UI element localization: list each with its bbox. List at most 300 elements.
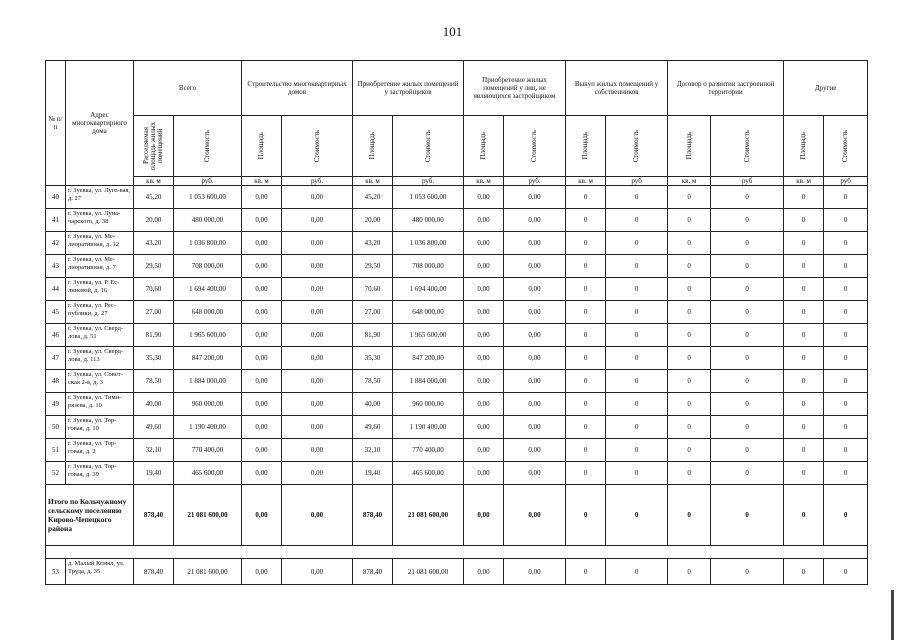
- unit-cell: руб.: [174, 177, 242, 186]
- row-value: 1 884 000,00: [393, 370, 464, 393]
- row-value: 0,00: [282, 393, 353, 416]
- header-total: Всего: [134, 61, 242, 116]
- row-value: 0: [711, 186, 784, 209]
- row-value: 0: [824, 462, 868, 485]
- row-value: 0: [668, 347, 711, 370]
- total-value: 0: [606, 485, 668, 546]
- row-value: 0: [711, 416, 784, 439]
- row-value: 0: [711, 370, 784, 393]
- subheader-cell: [393, 116, 464, 177]
- row-value: 0,00: [504, 232, 566, 255]
- row-value: 0: [566, 462, 606, 485]
- subheader-label: Площадь: [368, 132, 377, 160]
- row-value: 0,00: [242, 559, 282, 585]
- row-value: 0: [711, 324, 784, 347]
- subheader-cell: [242, 116, 282, 177]
- unit-cell: руб: [711, 177, 784, 186]
- row-value: 0,00: [242, 255, 282, 278]
- row-value: 0,00: [242, 301, 282, 324]
- row-value: 0,00: [504, 416, 566, 439]
- unit-cell: кв. м: [134, 177, 174, 186]
- row-value: 0: [824, 370, 868, 393]
- row-value: 0: [824, 416, 868, 439]
- row-value: 0: [606, 278, 668, 301]
- row-value: 0: [668, 439, 711, 462]
- row-value: 0: [668, 209, 711, 232]
- row-value: 770 400,00: [174, 439, 242, 462]
- row-value: 0: [784, 393, 824, 416]
- header-buyout: Выкуп жилых помещений у собственников: [566, 61, 668, 116]
- row-value: 0: [784, 439, 824, 462]
- row-value: 27,00: [353, 301, 393, 324]
- row-value: 0: [606, 347, 668, 370]
- unit-cell: кв. м: [353, 177, 393, 186]
- row-number: 52: [46, 462, 66, 485]
- row-address: г. Зуевка, ул. Р. Ес-линевой, д. 16: [66, 278, 134, 301]
- subheader-cell: [282, 116, 353, 177]
- row-value: 0: [606, 186, 668, 209]
- subheader-label: Площадь: [581, 132, 590, 160]
- row-address: г. Зуевка, ул. Ме-лиоративная, д. 7: [66, 255, 134, 278]
- row-value: 0: [824, 559, 868, 585]
- row-value: 1 036 800,00: [393, 232, 464, 255]
- row-value: 878,40: [134, 559, 174, 585]
- row-value: 0: [784, 301, 824, 324]
- row-value: 0,00: [242, 324, 282, 347]
- row-address: г. Зуевка, ул. Сверд-лова, д. 113: [66, 347, 134, 370]
- row-value: 0: [824, 439, 868, 462]
- row-value: 0,00: [504, 209, 566, 232]
- row-value: 0: [668, 393, 711, 416]
- row-number: 44: [46, 278, 66, 301]
- total-value: 0: [824, 485, 868, 546]
- unit-cell: руб.: [504, 177, 566, 186]
- row-value: 0: [711, 255, 784, 278]
- subheader-label: Площадь: [257, 132, 266, 160]
- row-value: 0: [784, 462, 824, 485]
- row-value: 0: [711, 301, 784, 324]
- row-value: 0,00: [282, 416, 353, 439]
- row-value: 0,00: [242, 416, 282, 439]
- row-number: 46: [46, 324, 66, 347]
- row-value: 648 000,00: [174, 301, 242, 324]
- row-address: г. Зуевка, ул. Рес-публики, д. 27: [66, 301, 134, 324]
- row-address: г. Зуевка, ул. Луна-чарского, д. 38: [66, 209, 134, 232]
- row-value: 0: [711, 209, 784, 232]
- row-value: 35,30: [353, 347, 393, 370]
- row-value: 465 600,00: [174, 462, 242, 485]
- row-value: 0: [668, 324, 711, 347]
- row-value: 0,00: [504, 559, 566, 585]
- row-value: 0: [606, 370, 668, 393]
- row-value: 0,00: [504, 393, 566, 416]
- row-value: 0: [711, 393, 784, 416]
- row-value: 0,00: [504, 324, 566, 347]
- row-value: 0,00: [282, 301, 353, 324]
- row-value: 0,00: [242, 393, 282, 416]
- row-value: 0: [711, 559, 784, 585]
- row-value: 0,00: [282, 209, 353, 232]
- row-value: 0: [606, 439, 668, 462]
- row-value: 0: [668, 278, 711, 301]
- row-number: 47: [46, 347, 66, 370]
- row-value: 49,60: [134, 416, 174, 439]
- total-value: 878,40: [353, 485, 393, 546]
- subheader-label: Стоимость: [312, 129, 321, 163]
- total-label: Итого по Кольчужному сельскому поселению Кирово-Чепецкого района: [46, 485, 134, 546]
- row-value: 708 000,00: [393, 255, 464, 278]
- row-value: 0: [711, 462, 784, 485]
- row-value: 0,00: [242, 278, 282, 301]
- row-value: 0,00: [242, 462, 282, 485]
- row-value: 0: [606, 209, 668, 232]
- row-value: 70,60: [134, 278, 174, 301]
- row-value: 0: [566, 301, 606, 324]
- row-value: 21 081 600,00: [174, 559, 242, 585]
- row-value: 0: [784, 416, 824, 439]
- row-value: 20,00: [134, 209, 174, 232]
- row-value: 0: [711, 347, 784, 370]
- row-value: 770 400,00: [393, 439, 464, 462]
- row-value: 0,00: [282, 255, 353, 278]
- row-address: г. Зуевка, ул. Тор-говая, д. 10: [66, 416, 134, 439]
- row-value: 29,50: [353, 255, 393, 278]
- row-value: 0,00: [504, 370, 566, 393]
- row-value: 0,00: [242, 232, 282, 255]
- header-other: Другие: [784, 61, 868, 116]
- row-address: г. Зуевка, ул. Ме-лиоративная, д. 12: [66, 232, 134, 255]
- unit-cell: руб: [824, 177, 868, 186]
- header-development-agreement: Договор о развитии застроенной территории: [668, 61, 784, 116]
- row-value: 1 694 400,00: [393, 278, 464, 301]
- row-value: 0,00: [464, 559, 504, 585]
- row-value: 0: [566, 232, 606, 255]
- total-value: 878,40: [134, 485, 174, 546]
- row-value: 0: [566, 439, 606, 462]
- row-value: 0: [824, 324, 868, 347]
- row-value: 0: [784, 278, 824, 301]
- row-value: 29,50: [134, 255, 174, 278]
- row-value: 847 200,00: [393, 347, 464, 370]
- row-value: 1 036 800,00: [174, 232, 242, 255]
- row-value: 0,00: [504, 301, 566, 324]
- row-value: 0,00: [242, 439, 282, 462]
- total-value: 0,00: [464, 485, 504, 546]
- header-number: № п/п: [46, 61, 66, 186]
- row-value: 0,00: [242, 186, 282, 209]
- row-value: 0,00: [464, 209, 504, 232]
- unit-cell: кв. м: [668, 177, 711, 186]
- row-value: 0,00: [242, 209, 282, 232]
- table-row: [46, 255, 868, 278]
- table-row: [46, 416, 868, 439]
- subheader-cell: [353, 116, 393, 177]
- row-value: 0: [606, 416, 668, 439]
- units-row: [46, 177, 868, 186]
- row-value: 0: [711, 232, 784, 255]
- row-value: 0,00: [282, 559, 353, 585]
- subheader-cell: [134, 116, 174, 177]
- row-value: 81,90: [353, 324, 393, 347]
- table-row: [46, 301, 868, 324]
- header-address: Адрес многоквартирного дома: [66, 61, 134, 186]
- row-value: 0: [824, 278, 868, 301]
- row-value: 0: [711, 439, 784, 462]
- row-value: 43,20: [134, 232, 174, 255]
- row-value: 45,20: [134, 186, 174, 209]
- row-value: 0: [784, 186, 824, 209]
- row-value: 0: [606, 232, 668, 255]
- row-value: 0: [566, 347, 606, 370]
- spacer-row: [46, 546, 868, 559]
- row-value: 0,00: [504, 278, 566, 301]
- subheader-label: Площадь: [479, 132, 488, 160]
- row-value: 1 190 400,00: [174, 416, 242, 439]
- page-edge-mark: [891, 590, 894, 640]
- total-value: 0: [566, 485, 606, 546]
- subheader-cell: [668, 116, 711, 177]
- row-value: 0: [566, 559, 606, 585]
- row-value: 0,00: [504, 462, 566, 485]
- row-value: 49,60: [353, 416, 393, 439]
- row-value: 0: [824, 255, 868, 278]
- row-value: 1 965 600,00: [174, 324, 242, 347]
- row-value: 480 000,00: [393, 209, 464, 232]
- row-address: г. Зуевка, ул. Тор-говая, д. 39: [66, 462, 134, 485]
- row-value: 0: [566, 324, 606, 347]
- total-value: 0,00: [282, 485, 353, 546]
- unit-cell: руб: [606, 177, 668, 186]
- total-value: 21 081 600,00: [174, 485, 242, 546]
- row-value: 878,40: [353, 559, 393, 585]
- resettlement-table: [45, 60, 868, 585]
- row-value: 40,00: [134, 393, 174, 416]
- row-value: 0,00: [464, 347, 504, 370]
- row-value: 0: [566, 209, 606, 232]
- row-value: 0,00: [464, 370, 504, 393]
- header-purchase-non-developers: Приобретение жилых помещений у лиц, не являющихся застройщиком: [464, 61, 566, 116]
- row-value: 0: [784, 370, 824, 393]
- row-value: 78,50: [134, 370, 174, 393]
- row-value: 0: [668, 301, 711, 324]
- total-value: 0: [784, 485, 824, 546]
- row-value: 81,90: [134, 324, 174, 347]
- row-number: 41: [46, 209, 66, 232]
- table-row: [46, 186, 868, 209]
- table-row: [46, 324, 868, 347]
- row-value: 0,00: [504, 347, 566, 370]
- row-address: г. Зуевка, ул. Сверд-лова, д. 51: [66, 324, 134, 347]
- row-value: 0: [668, 255, 711, 278]
- row-value: 0: [566, 255, 606, 278]
- subheader-label: Площадь: [684, 132, 693, 160]
- row-value: 0,00: [504, 255, 566, 278]
- table-row: [46, 232, 868, 255]
- row-value: 0: [566, 278, 606, 301]
- row-address: г. Зуевка, ул. Совет-ская 2-я, д. 3: [66, 370, 134, 393]
- row-number: 50: [46, 416, 66, 439]
- row-value: 0,00: [282, 370, 353, 393]
- row-value: 480 000,00: [174, 209, 242, 232]
- subheader-cell: [504, 116, 566, 177]
- total-row: [46, 485, 868, 546]
- subheader-label: Стоимость: [203, 129, 211, 163]
- row-value: 0: [668, 416, 711, 439]
- table-row: [46, 209, 868, 232]
- row-value: 0,00: [464, 186, 504, 209]
- subheader-label: Стоимость: [841, 129, 850, 163]
- row-value: 960 000,00: [393, 393, 464, 416]
- row-value: 0,00: [504, 439, 566, 462]
- row-value: 465 600,00: [393, 462, 464, 485]
- unit-cell: кв. м: [464, 177, 504, 186]
- row-value: 0: [784, 347, 824, 370]
- total-value: 0,00: [242, 485, 282, 546]
- row-number: 49: [46, 393, 66, 416]
- row-value: 0: [606, 255, 668, 278]
- row-value: 45,20: [353, 186, 393, 209]
- unit-cell: кв. м: [566, 177, 606, 186]
- row-value: 0: [784, 209, 824, 232]
- unit-cell: руб.: [393, 177, 464, 186]
- row-value: 0: [606, 301, 668, 324]
- row-value: 0: [606, 393, 668, 416]
- row-value: 32,10: [134, 439, 174, 462]
- header-sub-row: [46, 116, 868, 177]
- total-value: 0: [668, 485, 711, 546]
- subheader-label: Стоимость: [530, 129, 539, 163]
- total-value: 0,00: [504, 485, 566, 546]
- subheader-label: Стоимость: [423, 129, 432, 163]
- row-value: 0: [824, 393, 868, 416]
- row-value: 0,00: [464, 439, 504, 462]
- row-value: 0: [784, 232, 824, 255]
- header-group-row: [46, 61, 868, 116]
- row-value: 32,10: [353, 439, 393, 462]
- header-purchase-developers: Приобретение жилых помещений у застройщиков: [353, 61, 464, 116]
- spacer-cell: [46, 546, 868, 559]
- row-value: 0: [566, 393, 606, 416]
- subheader-cell: [824, 116, 868, 177]
- total-value: 0: [711, 485, 784, 546]
- row-value: 0: [784, 559, 824, 585]
- row-value: 0: [824, 209, 868, 232]
- row-value: 0,00: [464, 462, 504, 485]
- row-value: 0: [566, 416, 606, 439]
- row-value: 0: [668, 186, 711, 209]
- row-value: 0: [668, 462, 711, 485]
- subheader-cell: [174, 116, 242, 177]
- row-value: 0: [668, 559, 711, 585]
- row-value: 960 000,00: [174, 393, 242, 416]
- row-value: 0,00: [282, 462, 353, 485]
- row-address: г. Зуевка, ул. Луго-вая, д. 27: [66, 186, 134, 209]
- row-number: 42: [46, 232, 66, 255]
- row-value: 847 200,00: [174, 347, 242, 370]
- table-row: [46, 278, 868, 301]
- row-number: 53: [46, 559, 66, 585]
- row-value: 0: [824, 186, 868, 209]
- row-value: 0: [566, 370, 606, 393]
- row-value: 1 884 000,00: [174, 370, 242, 393]
- table-row: [46, 439, 868, 462]
- row-value: 0,00: [242, 347, 282, 370]
- row-value: 0,00: [464, 232, 504, 255]
- unit-cell: кв. м: [242, 177, 282, 186]
- unit-cell: кв. м: [784, 177, 824, 186]
- table-row: [46, 393, 868, 416]
- row-value: 1 190 400,00: [393, 416, 464, 439]
- row-value: 0: [824, 232, 868, 255]
- row-value: 0: [668, 232, 711, 255]
- row-address: г. Зуевка, ул. Тор-говая, д. 2: [66, 439, 134, 462]
- row-value: 0: [566, 186, 606, 209]
- row-value: 0,00: [464, 278, 504, 301]
- subheader-label: Площадь: [799, 132, 808, 160]
- row-value: 0: [711, 278, 784, 301]
- page-number: 101: [442, 24, 463, 39]
- subheader-label: Стоимость: [742, 129, 751, 163]
- unit-cell: руб.: [282, 177, 353, 186]
- subheader-label: Стоимость: [632, 129, 641, 163]
- row-value: 0,00: [282, 439, 353, 462]
- row-value: 0,00: [504, 186, 566, 209]
- subheader-cell: [711, 116, 784, 177]
- row-value: 0,00: [242, 370, 282, 393]
- row-value: 0,00: [282, 324, 353, 347]
- row-number: 45: [46, 301, 66, 324]
- row-value: 0,00: [282, 347, 353, 370]
- row-value: 0: [784, 255, 824, 278]
- row-value: 0,00: [464, 255, 504, 278]
- row-value: 0: [824, 301, 868, 324]
- row-value: 0,00: [464, 393, 504, 416]
- row-value: 648 000,00: [393, 301, 464, 324]
- row-value: 708 000,00: [174, 255, 242, 278]
- subheader-cell: [606, 116, 668, 177]
- row-value: 0: [606, 324, 668, 347]
- total-value: 21 081 600,00: [393, 485, 464, 546]
- row-value: 20,00: [353, 209, 393, 232]
- row-value: 1 053 600,00: [393, 186, 464, 209]
- subheader-cell: [464, 116, 504, 177]
- row-value: 78,50: [353, 370, 393, 393]
- subheader-cell: [566, 116, 606, 177]
- row-value: 0,00: [464, 324, 504, 347]
- row-value: 35,30: [134, 347, 174, 370]
- row-value: 0,00: [282, 232, 353, 255]
- table-row: [46, 559, 868, 585]
- row-value: 21 081 600,00: [393, 559, 464, 585]
- subheader-cell: [784, 116, 824, 177]
- row-value: 0: [668, 370, 711, 393]
- row-value: 19,40: [134, 462, 174, 485]
- row-value: 1 965 600,00: [393, 324, 464, 347]
- table-row: [46, 370, 868, 393]
- row-number: 43: [46, 255, 66, 278]
- row-value: 0: [606, 462, 668, 485]
- row-value: 19,40: [353, 462, 393, 485]
- row-value: 1 694 400,00: [174, 278, 242, 301]
- row-value: 0,00: [464, 416, 504, 439]
- row-value: 0,00: [282, 278, 353, 301]
- row-value: 1 053 600,00: [174, 186, 242, 209]
- row-value: 27,00: [134, 301, 174, 324]
- row-value: 0,00: [464, 301, 504, 324]
- row-number: 40: [46, 186, 66, 209]
- row-value: 40,00: [353, 393, 393, 416]
- row-value: 43,20: [353, 232, 393, 255]
